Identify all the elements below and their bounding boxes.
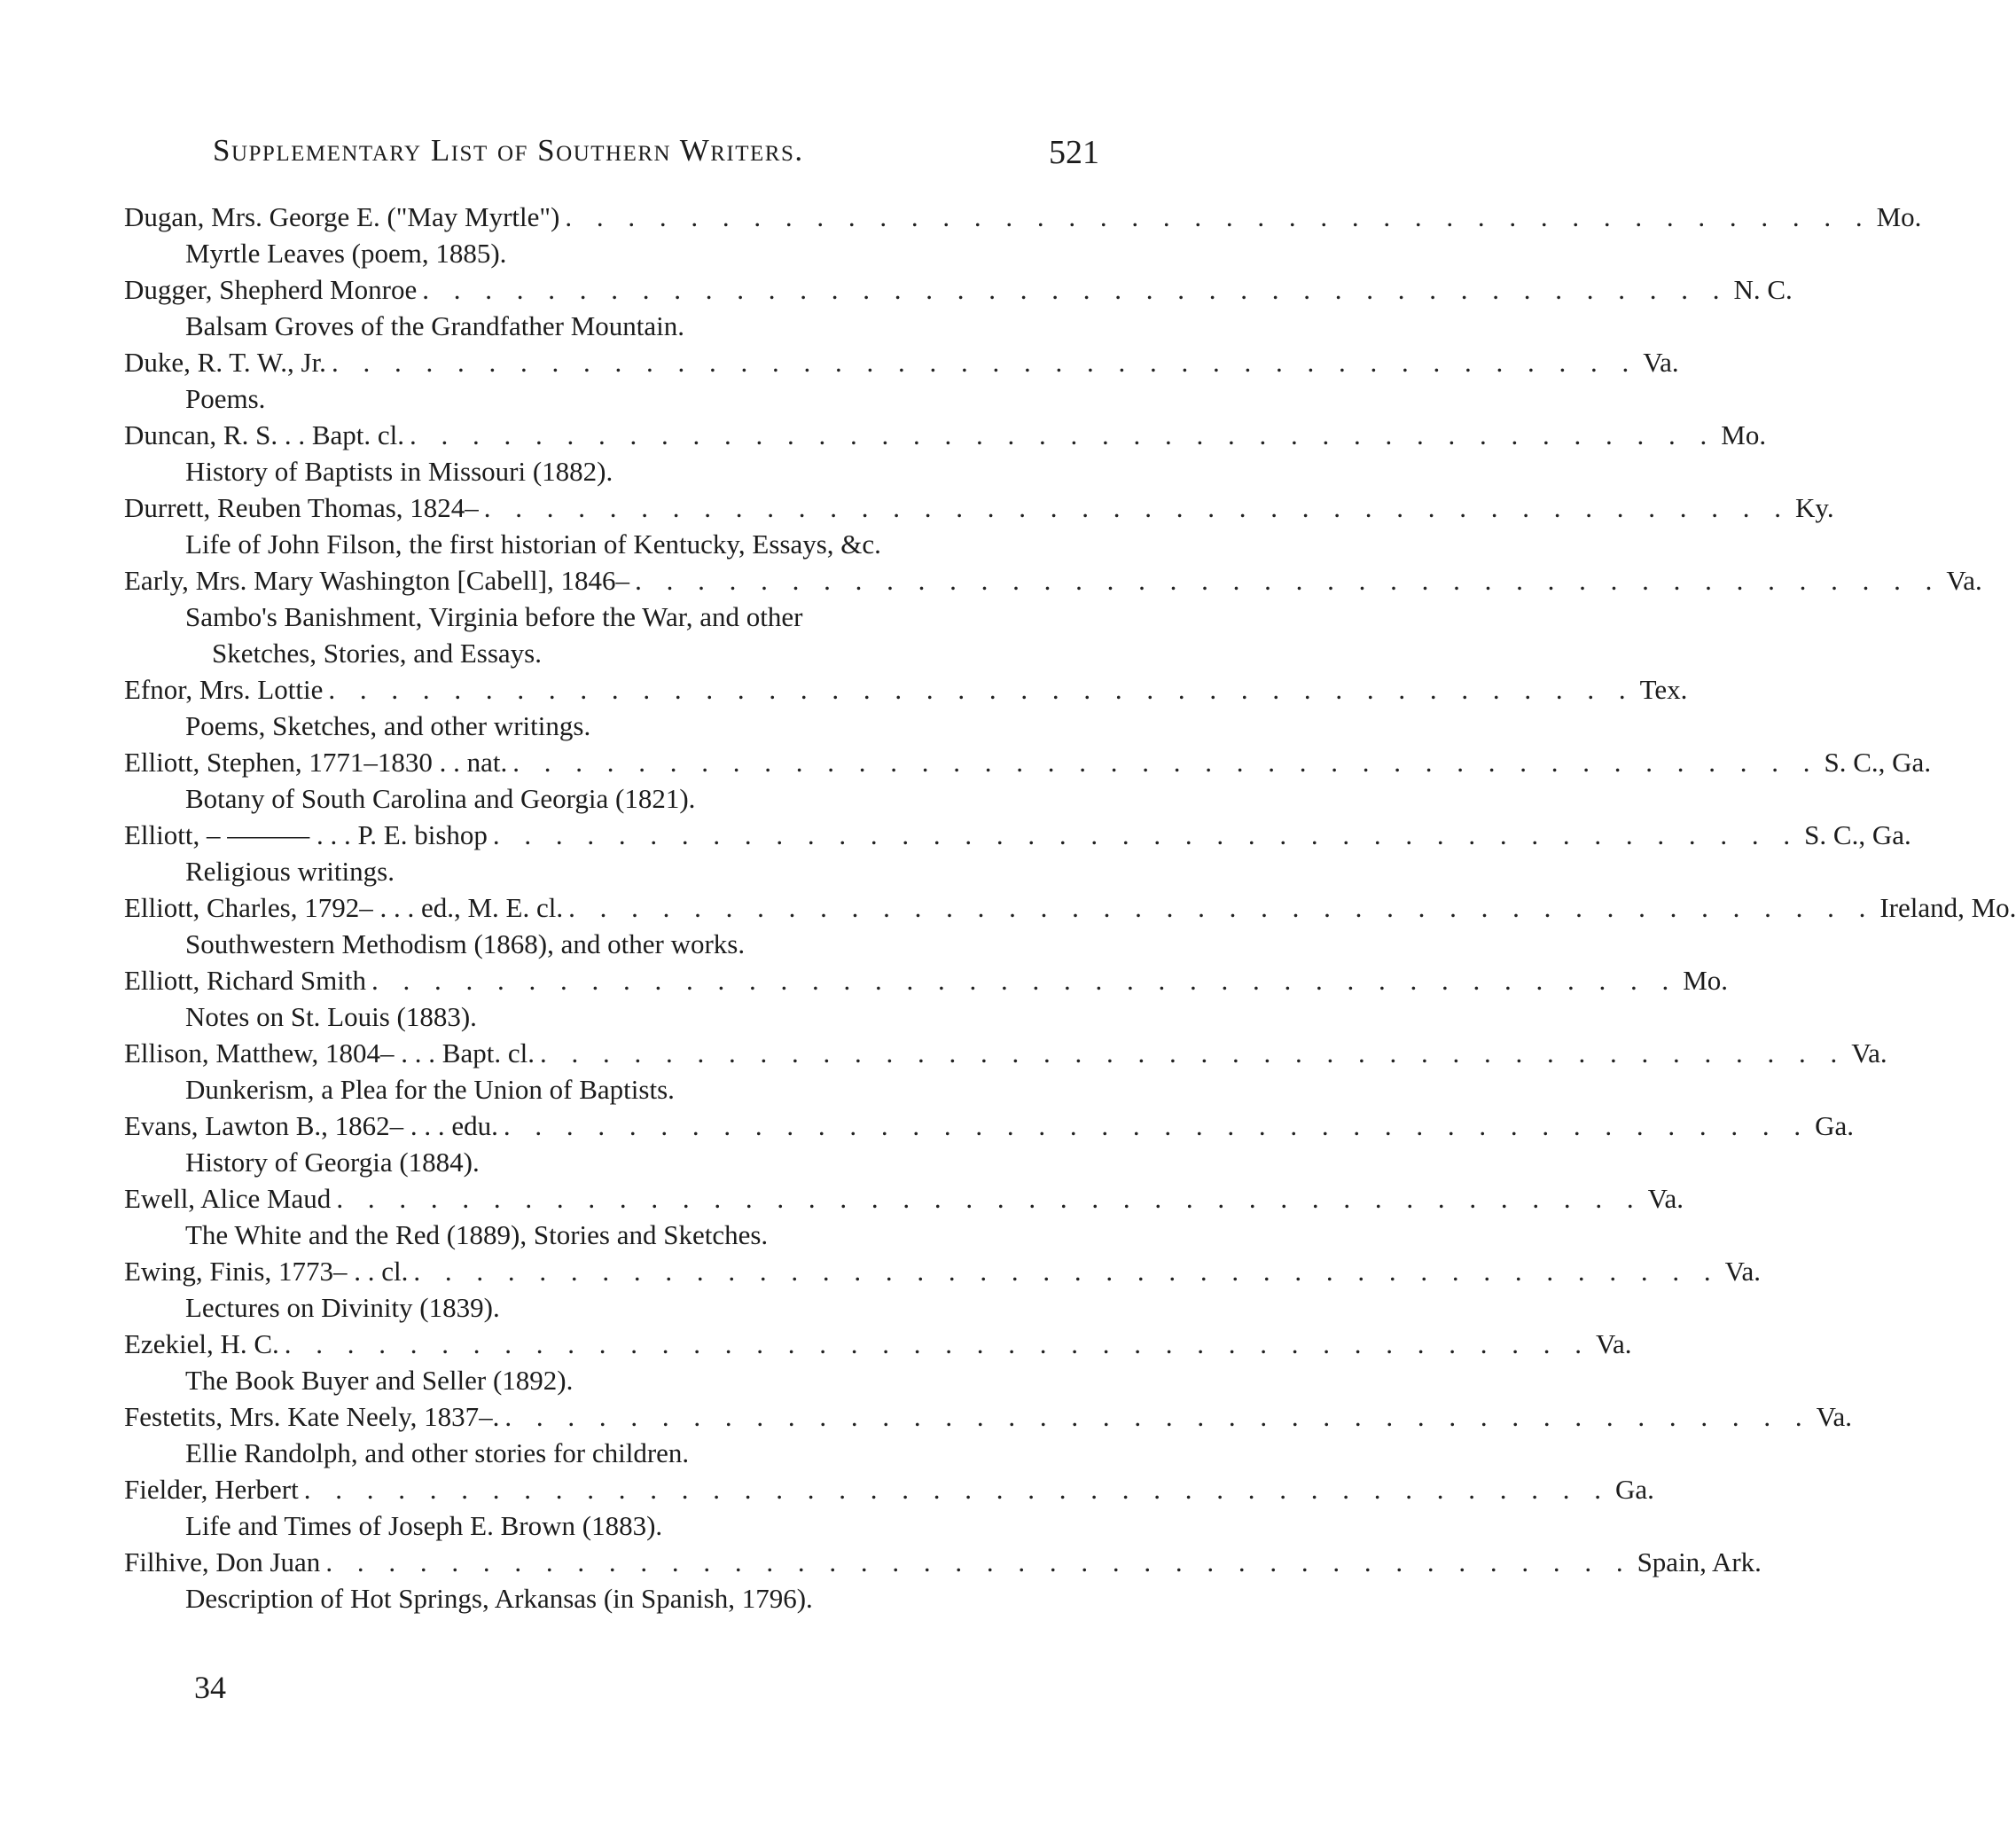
- entry-place: Va.: [1596, 1328, 1632, 1359]
- dot-leader: . . . . . . . . . . . . . . . . . . . . . . . . . . . . . . . . . . . . . . . . . .: [483, 492, 1791, 523]
- list-item: [124, 1544, 1762, 1617]
- entry-heading: Dugger, Shepherd Monroe: [124, 274, 418, 305]
- entry-list: [124, 199, 2016, 1617]
- dot-leader: . . . . . . . . . . . . . . . . . . . . . . . . . . . . . . . . . . . . . . . . . .: [565, 201, 1871, 232]
- entry-place: Mo.: [1876, 201, 1922, 232]
- entry-place: Ireland, Mo.: [1879, 892, 2016, 923]
- entry-heading: Efnor, Mrs. Lottie: [124, 674, 324, 705]
- list-item: [124, 817, 1911, 889]
- entry-heading: Durrett, Reuben Thomas, 1824–: [124, 492, 479, 523]
- dot-leader: . . . . . . . . . . . . . . . . . . . . . . . . . . . . . . . . . . . . . . . . . .: [325, 1546, 1632, 1577]
- dot-leader: . . . . . . . . . . . . . . . . . . . . . . . . . . . . . . . . . . . . . . . . . .: [504, 1401, 1811, 1432]
- list-item: [124, 671, 1688, 744]
- entry-description: Myrtle Leaves (poem, 1885).: [185, 238, 507, 269]
- entry-heading: Elliott, Richard Smith: [124, 965, 366, 996]
- entry-place: Va.: [1643, 347, 1679, 378]
- dot-leader: . . . . . . . . . . . . . . . . . . . . . . . . . . . . . . . . . . . . . . . . . .: [512, 747, 1819, 778]
- running-header: [213, 133, 1099, 177]
- list-item: [124, 1035, 1887, 1108]
- entry-description: Life of John Filson, the first historian of Kentucky, Essays, &c.: [185, 528, 881, 560]
- dot-leader: . . . . . . . . . . . . . . . . . . . . . . . . . . . . . . . . . . . . . . . . . .: [328, 674, 1635, 705]
- list-item: [124, 889, 2016, 962]
- entry-heading: Ezekiel, H. C.: [124, 1328, 279, 1359]
- dot-leader: . . . . . . . . . . . . . . . . . . . . . . . . . . . . . . . . . . . . . . . . . .: [413, 1256, 1720, 1287]
- dot-leader: . . . . . . . . . . . . . . . . . . . . . . . . . . . . . . . . . . . . . . . . . .: [422, 274, 1729, 305]
- entry-description: Lectures on Divinity (1839).: [185, 1292, 500, 1323]
- entry-heading: Elliott, Charles, 1792– . . . ed., M. E. cl.: [124, 892, 564, 923]
- list-item: [124, 271, 1793, 344]
- list-item: [124, 1471, 1654, 1544]
- entry-description: Ellie Randolph, and other stories for children.: [185, 1437, 690, 1468]
- entry-place: Mo.: [1721, 419, 1767, 450]
- entry-place: S. C., Ga.: [1824, 747, 1932, 778]
- entry-heading: Elliott, – ——— . . . P. E. bishop: [124, 819, 488, 850]
- dot-leader: . . . . . . . . . . . . . . . . . . . . . . . . . . . . . . . . . . . . . . . . . .: [410, 419, 1716, 450]
- list-item: [124, 1108, 1855, 1180]
- list-item: [124, 962, 1729, 1035]
- dot-leader: . . . . . . . . . . . . . . . . . . . . . . . . . . . . . . . . . . . . . . . . . .: [635, 565, 1942, 596]
- entry-description: The Book Buyer and Seller (1892).: [185, 1365, 574, 1396]
- entry-heading: Dugan, Mrs. George E. ("May Myrtle"): [124, 201, 560, 232]
- dot-leader: . . . . . . . . . . . . . . . . . . . . . . . . . . . . . . . . . . . . . . . . . .: [503, 1110, 1810, 1141]
- page-title: Supplementary List of Southern Writers.: [213, 133, 804, 168]
- entry-description: Poems.: [185, 383, 266, 414]
- dot-leader: . . . . . . . . . . . . . . . . . . . . . . . . . . . . . . . . . . . . . . . . . .: [539, 1037, 1847, 1069]
- entry-heading: Ewing, Finis, 1773– . . cl.: [124, 1256, 409, 1287]
- entry-description: History of Baptists in Missouri (1882).: [185, 456, 613, 487]
- dot-leader: . . . . . . . . . . . . . . . . . . . . . . . . . . . . . . . . . . . . . . . . . .: [331, 347, 1638, 378]
- entry-description: Life and Times of Joseph E. Brown (1883).: [185, 1510, 663, 1541]
- entry-description: Sambo's Banishment, Virginia before the War, and other: [185, 601, 803, 632]
- list-item: [124, 199, 1922, 271]
- entry-description: Botany of South Carolina and Georgia (1821).: [185, 783, 696, 814]
- entry-heading: Elliott, Stephen, 1771–1830 . . nat.: [124, 747, 508, 778]
- entry-place: Va.: [1816, 1401, 1853, 1432]
- entry-description: Description of Hot Springs, Arkansas (in Spanish, 1796).: [185, 1583, 813, 1614]
- entry-description: Poems, Sketches, and other writings.: [185, 710, 591, 741]
- dot-leader: . . . . . . . . . . . . . . . . . . . . . . . . . . . . . . . . . . . . . . . . . .: [336, 1183, 1643, 1214]
- entry-heading: Festetits, Mrs. Kate Neely, 1837–.: [124, 1401, 500, 1432]
- entry-description: The White and the Red (1889), Stories and Sketches.: [185, 1219, 769, 1250]
- entry-place: Va.: [1724, 1256, 1762, 1287]
- entry-place: Ga.: [1614, 1474, 1654, 1505]
- entry-heading: Early, Mrs. Mary Washington [Cabell], 1846–: [124, 565, 630, 596]
- page-number: 521: [1049, 134, 1099, 171]
- signature-mark: 34: [194, 1670, 226, 1705]
- list-item: [124, 744, 1932, 817]
- list-item: [124, 1253, 1762, 1326]
- entry-place: Mo.: [1683, 965, 1729, 996]
- list-item: [124, 1326, 1632, 1398]
- entry-place: Ky.: [1795, 492, 1834, 523]
- entry-place: Ga.: [1815, 1110, 1855, 1141]
- entry-heading: Duncan, R. S. . . Bapt. cl.: [124, 419, 404, 450]
- entry-place: S. C., Ga.: [1804, 819, 1911, 850]
- entry-description: History of Georgia (1884).: [185, 1147, 480, 1178]
- entry-description: Religious writings.: [185, 856, 395, 887]
- entry-description: Southwestern Methodism (1868), and other works.: [185, 928, 746, 959]
- dot-leader: . . . . . . . . . . . . . . . . . . . . . . . . . . . . . . . . . . . . . . . . . .: [371, 965, 1678, 996]
- entry-place: Va.: [1946, 565, 1982, 596]
- list-item: [124, 417, 1767, 489]
- entry-description: Dunkerism, a Plea for the Union of Baptists.: [185, 1074, 675, 1105]
- entry-heading: Ewell, Alice Maud: [124, 1183, 332, 1214]
- dot-leader: . . . . . . . . . . . . . . . . . . . . . . . . . . . . . . . . . . . . . . . . . .: [492, 819, 1800, 850]
- list-item: [124, 489, 1834, 562]
- list-item: [124, 344, 1679, 417]
- entry-place: Va.: [1647, 1183, 1684, 1214]
- dot-leader: . . . . . . . . . . . . . . . . . . . . . . . . . . . . . . . . . . . . . . . . . .: [303, 1474, 1610, 1505]
- list-item: [124, 1180, 1684, 1253]
- entry-heading: Filhive, Don Juan: [124, 1546, 321, 1577]
- entry-place: Tex.: [1639, 674, 1688, 705]
- list-item: [124, 1398, 1853, 1471]
- entry-place: N. C.: [1733, 274, 1793, 305]
- entry-description: Balsam Groves of the Grandfather Mountain.: [185, 310, 685, 341]
- entry-heading: Evans, Lawton B., 1862– . . . edu.: [124, 1110, 498, 1141]
- entry-place: Va.: [1851, 1037, 1887, 1069]
- entry-description: Notes on St. Louis (1883).: [185, 1001, 477, 1032]
- entry-place: Spain, Ark.: [1637, 1546, 1762, 1577]
- entry-heading: Ellison, Matthew, 1804– . . . Bapt. cl.: [124, 1037, 535, 1069]
- dot-leader: . . . . . . . . . . . . . . . . . . . . . . . . . . . . . . . . . . . . . . . . . .: [568, 892, 1875, 923]
- entry-heading: Fielder, Herbert: [124, 1474, 299, 1505]
- entry-description-continued: Sketches, Stories, and Essays.: [212, 638, 542, 669]
- dot-leader: . . . . . . . . . . . . . . . . . . . . . . . . . . . . . . . . . . . . . . . . . .: [284, 1328, 1591, 1359]
- list-item: [124, 562, 1982, 671]
- entry-heading: Duke, R. T. W., Jr.: [124, 347, 326, 378]
